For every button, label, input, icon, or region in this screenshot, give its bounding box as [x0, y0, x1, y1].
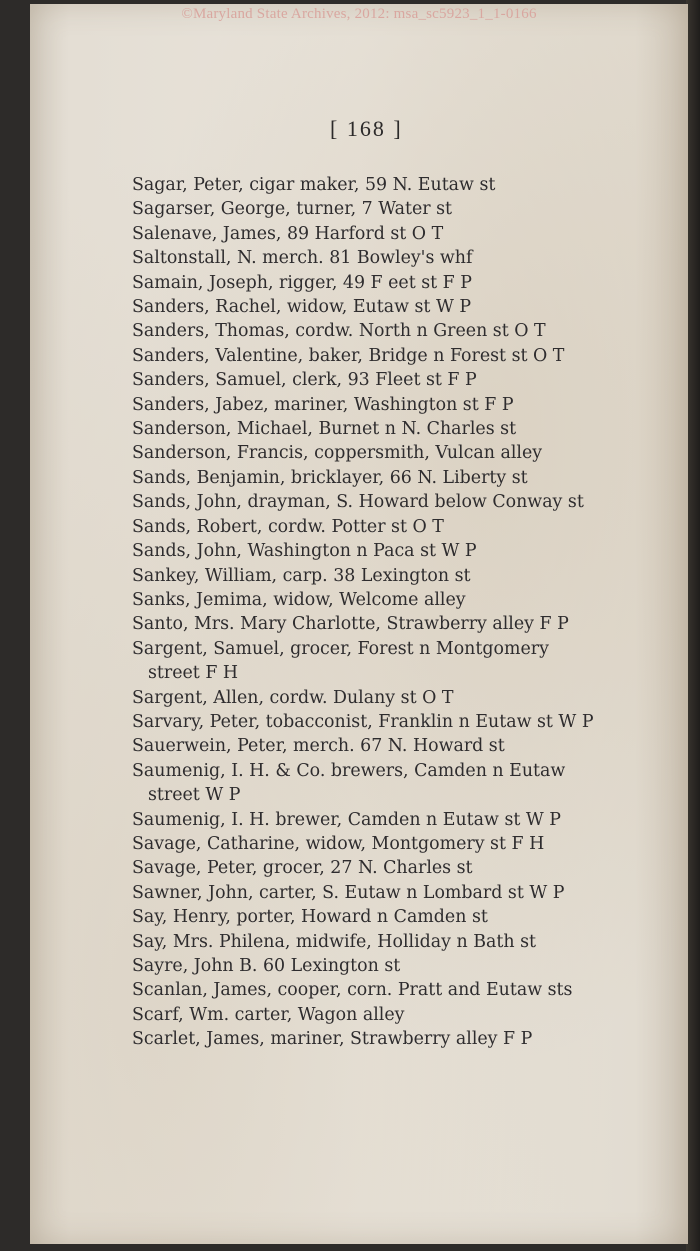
directory-entry: Sands, John, Washington n Paca st W P [132, 541, 477, 562]
directory-entry: Sagar, Peter, cigar maker, 59 N. Eutaw st [132, 175, 496, 195]
directory-entries [132, 173, 680, 1052]
directory-entry: Sargent, Samuel, grocer, Forest n Montgomery [132, 638, 549, 659]
directory-entry: Say, Henry, porter, Howard n Camden st [132, 907, 488, 928]
directory-entry: Scanlan, James, cooper, corn. Pratt and Eutaw sts [132, 980, 573, 1001]
book-edge [686, 0, 700, 1251]
directory-entry: Sanders, Samuel, clerk, 93 Fleet st F P [132, 370, 477, 391]
directory-entry: Sands, Robert, cordw. Potter st O T [132, 516, 444, 537]
directory-entry-continuation: street W P [148, 785, 241, 806]
directory-entry: Scarlet, James, mariner, Strawberry alley F P [132, 1029, 533, 1050]
directory-entry: Sauerwein, Peter, merch. 67 N. Howard st [132, 736, 505, 757]
directory-entry: Sarvary, Peter, tobacconist, Franklin n Eutaw st W P [132, 711, 594, 732]
directory-entry: Sanders, Jabez, mariner, Washington st F P [132, 394, 514, 415]
directory-entry: Savage, Catharine, widow, Montgomery st F H [132, 833, 545, 854]
directory-entry: Saumenig, I. H. brewer, Camden n Eutaw st W P [132, 809, 561, 830]
directory-entry: Sagarser, George, turner, 7 Water st [132, 199, 453, 220]
directory-entry: Saltonstall, N. merch. 81 Bowley's whf [132, 248, 473, 269]
archive-watermark: ©Maryland State Archives, 2012: msa_sc5923_1_1-0166 [181, 6, 537, 22]
directory-entry: Sawner, John, carter, S. Eutaw n Lombard st W P [132, 882, 565, 903]
directory-entry: Salenave, James, 89 Harford st O T [132, 223, 444, 244]
page-number: [ 168 ] [330, 116, 403, 141]
directory-entry: Sargent, Allen, cordw. Dulany st O T [132, 687, 454, 708]
directory-entry: Sankey, William, carp. 38 Lexington st [132, 565, 471, 586]
directory-entry-continuation: street F H [148, 663, 239, 684]
directory-entry: Sanders, Thomas, cordw. North n Green st O T [132, 321, 546, 342]
directory-entry: Sanderson, Francis, coppersmith, Vulcan alley [132, 443, 543, 464]
directory-entry: Sanks, Jemima, widow, Welcome alley [132, 589, 466, 610]
directory-entry: Sanders, Valentine, baker, Bridge n Forest st O T [132, 345, 565, 366]
directory-entry: Sanderson, Michael, Burnet n N. Charles st [132, 419, 517, 440]
directory-entry: Samain, Joseph, rigger, 49 F eet st F P [132, 272, 472, 293]
directory-entry: Sayre, John B. 60 Lexington st [132, 956, 401, 976]
directory-entry: Say, Mrs. Philena, midwife, Holliday n Bath st [132, 931, 536, 952]
directory-entry: Santo, Mrs. Mary Charlotte, Strawberry alley F P [132, 614, 569, 635]
directory-entry: Sanders, Rachel, widow, Eutaw st W P [132, 297, 472, 318]
directory-entry: Sands, John, drayman, S. Howard below Conway st [132, 492, 584, 513]
directory-entry: Savage, Peter, grocer, 27 N. Charles st [132, 858, 473, 879]
directory-page [30, 4, 688, 1244]
directory-entry: Scarf, Wm. carter, Wagon alley [132, 1004, 405, 1025]
directory-entry: Sands, Benjamin, bricklayer, 66 N. Liberty st [132, 467, 528, 488]
directory-entry: Saumenig, I. H. & Co. brewers, Camden n Eutaw [132, 760, 566, 781]
